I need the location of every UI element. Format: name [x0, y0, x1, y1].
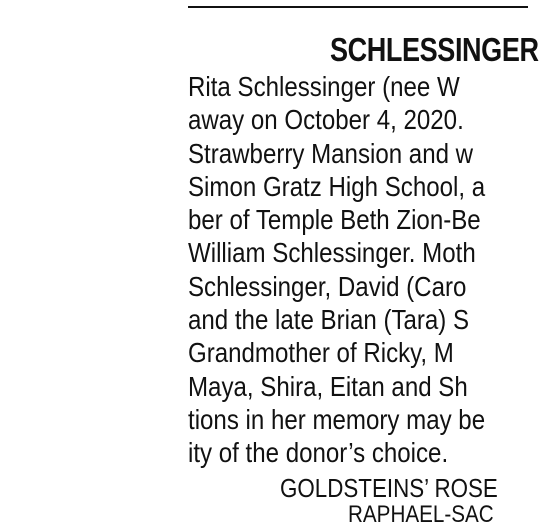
body-line: Rita Schlessinger (nee W — [188, 71, 460, 102]
body-line: ber of Temple Beth Zion-Be — [188, 204, 481, 236]
funeral-home-name: GOLDSTEINS’ ROSE — [280, 473, 498, 503]
body-line: away on October 4, 2020. — [188, 104, 464, 136]
obituary-body — [188, 70, 534, 470]
body-line: William Schlessinger. Moth — [188, 237, 476, 269]
body-line: Maya, Shira, Eitan and Sh — [188, 370, 468, 402]
column-rule — [188, 6, 528, 8]
funeral-home-name-secondary: RAPHAEL-SAC — [348, 501, 494, 528]
body-line: ity of the donor’s choice. — [188, 437, 449, 469]
body-line: tions in her memory may be — [188, 403, 486, 435]
body-line: Schlessinger, David (Caro — [188, 270, 467, 302]
obituary-title: SCHLESSINGER — [330, 31, 539, 68]
body-line: Simon Gratz High School, a — [188, 170, 486, 202]
body-line: and the late Brian (Tara) S — [188, 304, 470, 336]
body-line: Grandmother of Ricky, M — [188, 337, 454, 369]
body-line: Strawberry Mansion and w — [188, 137, 474, 169]
